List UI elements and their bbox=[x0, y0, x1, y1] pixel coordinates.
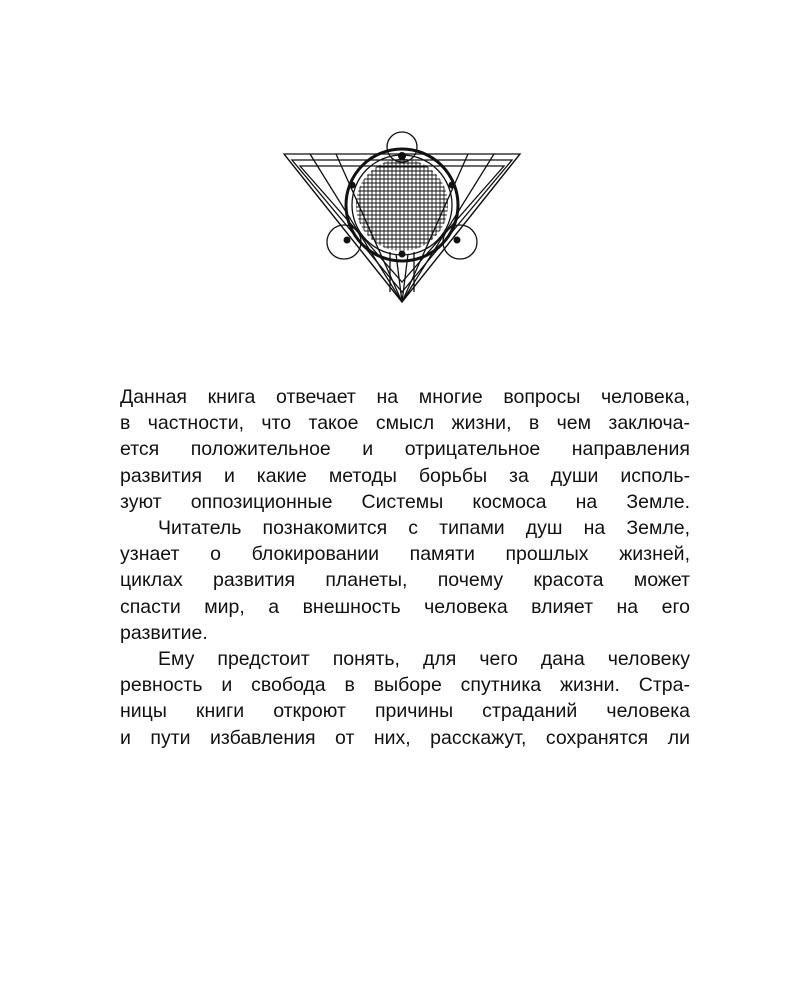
text-line: и пути избавления от них, расскажут, сохранятся ли bbox=[120, 726, 690, 749]
body-text bbox=[120, 384, 690, 751]
text-line: Читатель познакомится с типами душ на Земле, bbox=[158, 517, 690, 540]
paragraph-2 bbox=[120, 515, 690, 646]
text-line: ревность и свобода в выборе спутника жизни. Стра- bbox=[120, 674, 690, 697]
paragraph-3 bbox=[120, 646, 690, 751]
paragraph-1 bbox=[120, 384, 690, 515]
text-line: циклах развития планеты, почему красота может bbox=[120, 569, 690, 592]
text-line: развитие. bbox=[120, 621, 208, 644]
text-line: зуют оппозиционные Системы космоса на Земле. bbox=[120, 490, 690, 513]
triangle-circle-grid-emblem-icon bbox=[270, 130, 534, 310]
text-line: в частности, что такое смысл жизни, в чем заключа- bbox=[120, 412, 690, 435]
text-line: узнает о блокировании памяти прошлых жизней, bbox=[120, 543, 690, 566]
text-line: развития и какие методы борьбы за души исполь- bbox=[120, 464, 690, 487]
text-line: Ему предстоит понять, для чего дана человеку bbox=[158, 648, 690, 671]
text-line: Данная книга отвечает на многие вопросы человека, bbox=[120, 386, 690, 408]
text-line: спасти мир, а внешность человека влияет на его bbox=[120, 595, 690, 618]
text-line: ницы книги откроют причины страданий человека bbox=[120, 700, 690, 723]
text-line: ется положительное и отрицательное направления bbox=[120, 438, 690, 461]
